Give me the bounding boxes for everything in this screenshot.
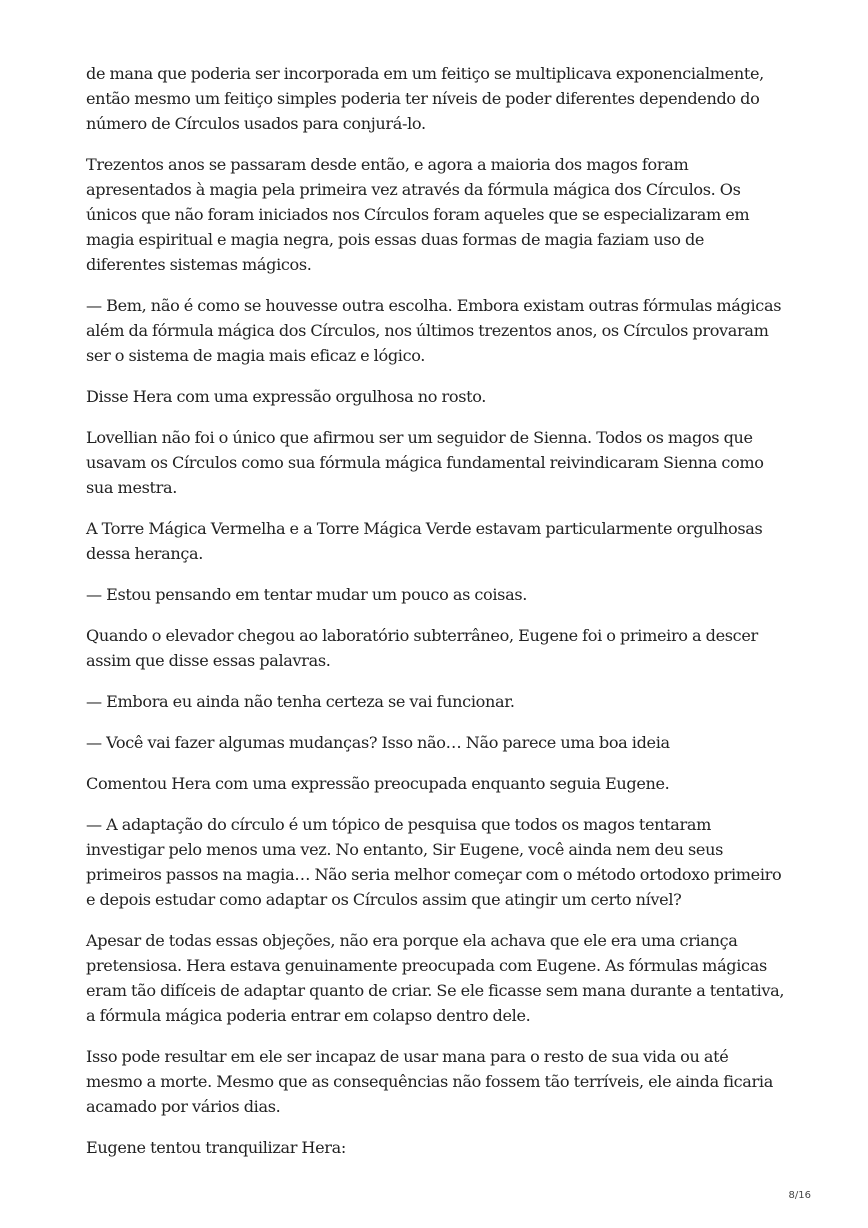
paragraph: Disse Hera com uma expressão orgulhosa no rosto. — [86, 387, 487, 406]
paragraph: — Você vai fazer algumas mudanças? Isso não… Não parece uma boa ideia — [86, 733, 670, 752]
paragraph: de mana que poderia ser incorporada em um feitiço se multiplicava exponencialmente, então mesmo um feitiço simples poderia ter níveis de poder diferentes dependendo do número de Círculos usados para conjurá-lo. — [86, 64, 764, 133]
paragraph: Apesar de todas essas objeções, não era porque ela achava que ele era uma criança pretensiosa. Hera estava genuinamente preocupada com Eugene. As fórmulas mágicas eram tão difíceis de adaptar quanto de criar. Se ele ficasse sem mana durante a tentativa, a fórmula mágica poderia entrar em colapso dentro dele. — [86, 931, 785, 1025]
page-number: 8/16 — [788, 1190, 811, 1201]
paragraph: — Estou pensando em tentar mudar um pouco as coisas. — [86, 585, 527, 604]
document-body — [86, 61, 786, 1176]
paragraph: Comentou Hera com uma expressão preocupada enquanto seguia Eugene. — [86, 774, 670, 793]
paragraph: Isso pode resultar em ele ser incapaz de usar mana para o resto de sua vida ou até mesmo a morte. Mesmo que as consequências não fossem tão terríveis, ele ainda ficaria acamado por vários dias. — [86, 1047, 773, 1116]
paragraph: — Embora eu ainda não tenha certeza se vai funcionar. — [86, 692, 515, 711]
paragraph: Trezentos anos se passaram desde então, e agora a maioria dos magos foram apresentados à magia pela primeira vez através da fórmula mágica dos Círculos. Os únicos que não foram iniciados nos Círculos foram aqueles que se especializaram em magia espiritual e magia negra, pois essas duas formas de magia faziam uso de diferentes sistemas mágicos. — [86, 155, 750, 274]
paragraph: Eugene tentou tranquilizar Hera: — [86, 1138, 346, 1157]
paragraph: Quando o elevador chegou ao laboratório subterrâneo, Eugene foi o primeiro a descer assim que disse essas palavras. — [86, 626, 758, 670]
paragraph: — Bem, não é como se houvesse outra escolha. Embora existam outras fórmulas mágicas além da fórmula mágica dos Círculos, nos últimos trezentos anos, os Círculos provaram ser o sistema de magia mais eficaz e lógico. — [86, 296, 782, 365]
paragraph: — A adaptação do círculo é um tópico de pesquisa que todos os magos tentaram investigar pelo menos uma vez. No entanto, Sir Eugene, você ainda nem deu seus primeiros passos na magia… Não seria melhor começar com o método ortodoxo primeiro e depois estudar como adaptar os Círculos assim que atingir um certo nível? — [86, 815, 782, 909]
paragraph: Lovellian não foi o único que afirmou ser um seguidor de Sienna. Todos os magos que usavam os Círculos como sua fórmula mágica fundamental reivindicaram Sienna como sua mestra. — [86, 428, 764, 497]
paragraph: A Torre Mágica Vermelha e a Torre Mágica Verde estavam particularmente orgulhosas dessa herança. — [86, 519, 763, 563]
